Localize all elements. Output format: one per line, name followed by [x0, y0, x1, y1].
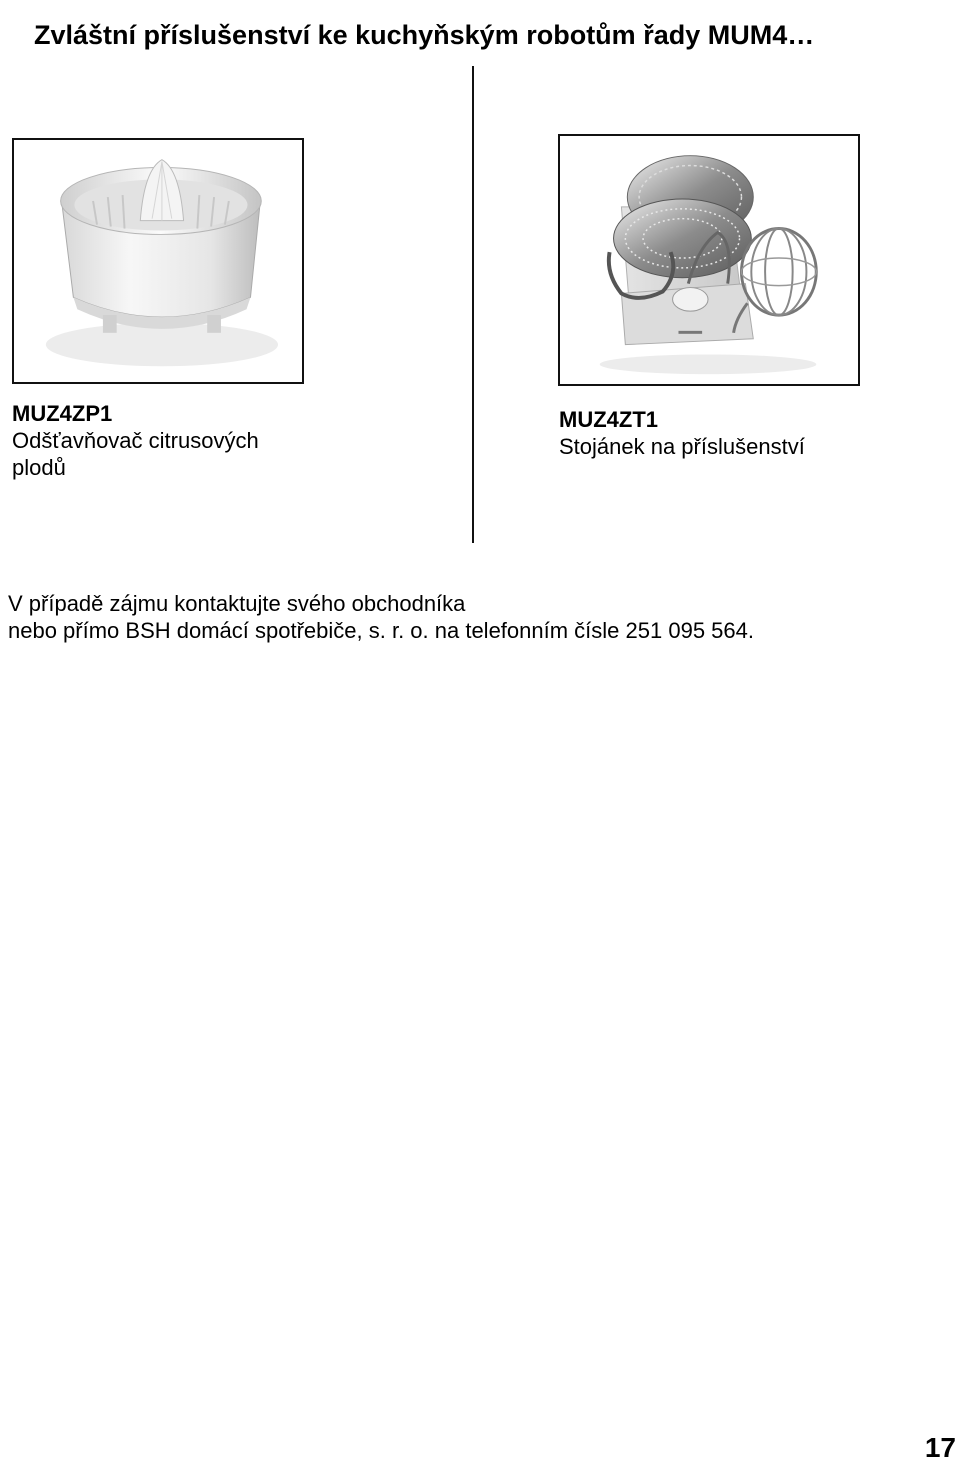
citrus-press-icon	[14, 140, 302, 382]
accessory-stand-icon	[560, 136, 858, 384]
page-title: Zvláštní příslušenství ke kuchyňským robotům řady MUM4…	[34, 20, 815, 51]
page-number: 17	[924, 1432, 956, 1463]
product-caption-citrus-press	[12, 400, 312, 481]
product-caption-accessory-stand	[559, 406, 939, 460]
contact-line-1: V případě zájmu kontaktujte svého obchodníka	[8, 591, 466, 616]
product-name: Stojánek na příslušenství	[559, 434, 805, 459]
product-code: MUZ4ZT1	[559, 407, 658, 432]
column-divider	[472, 66, 474, 543]
product-code: MUZ4ZP1	[12, 401, 113, 426]
product-name: Odšťavňovač citrusových plodů	[12, 428, 259, 480]
product-image-citrus-press	[12, 138, 304, 384]
contact-line-2: nebo přímo BSH domácí spotřebiče, s. r. o. na telefonním čísle 251 095 564.	[8, 618, 754, 643]
contact-note	[8, 590, 754, 644]
product-image-accessory-stand	[558, 134, 860, 386]
